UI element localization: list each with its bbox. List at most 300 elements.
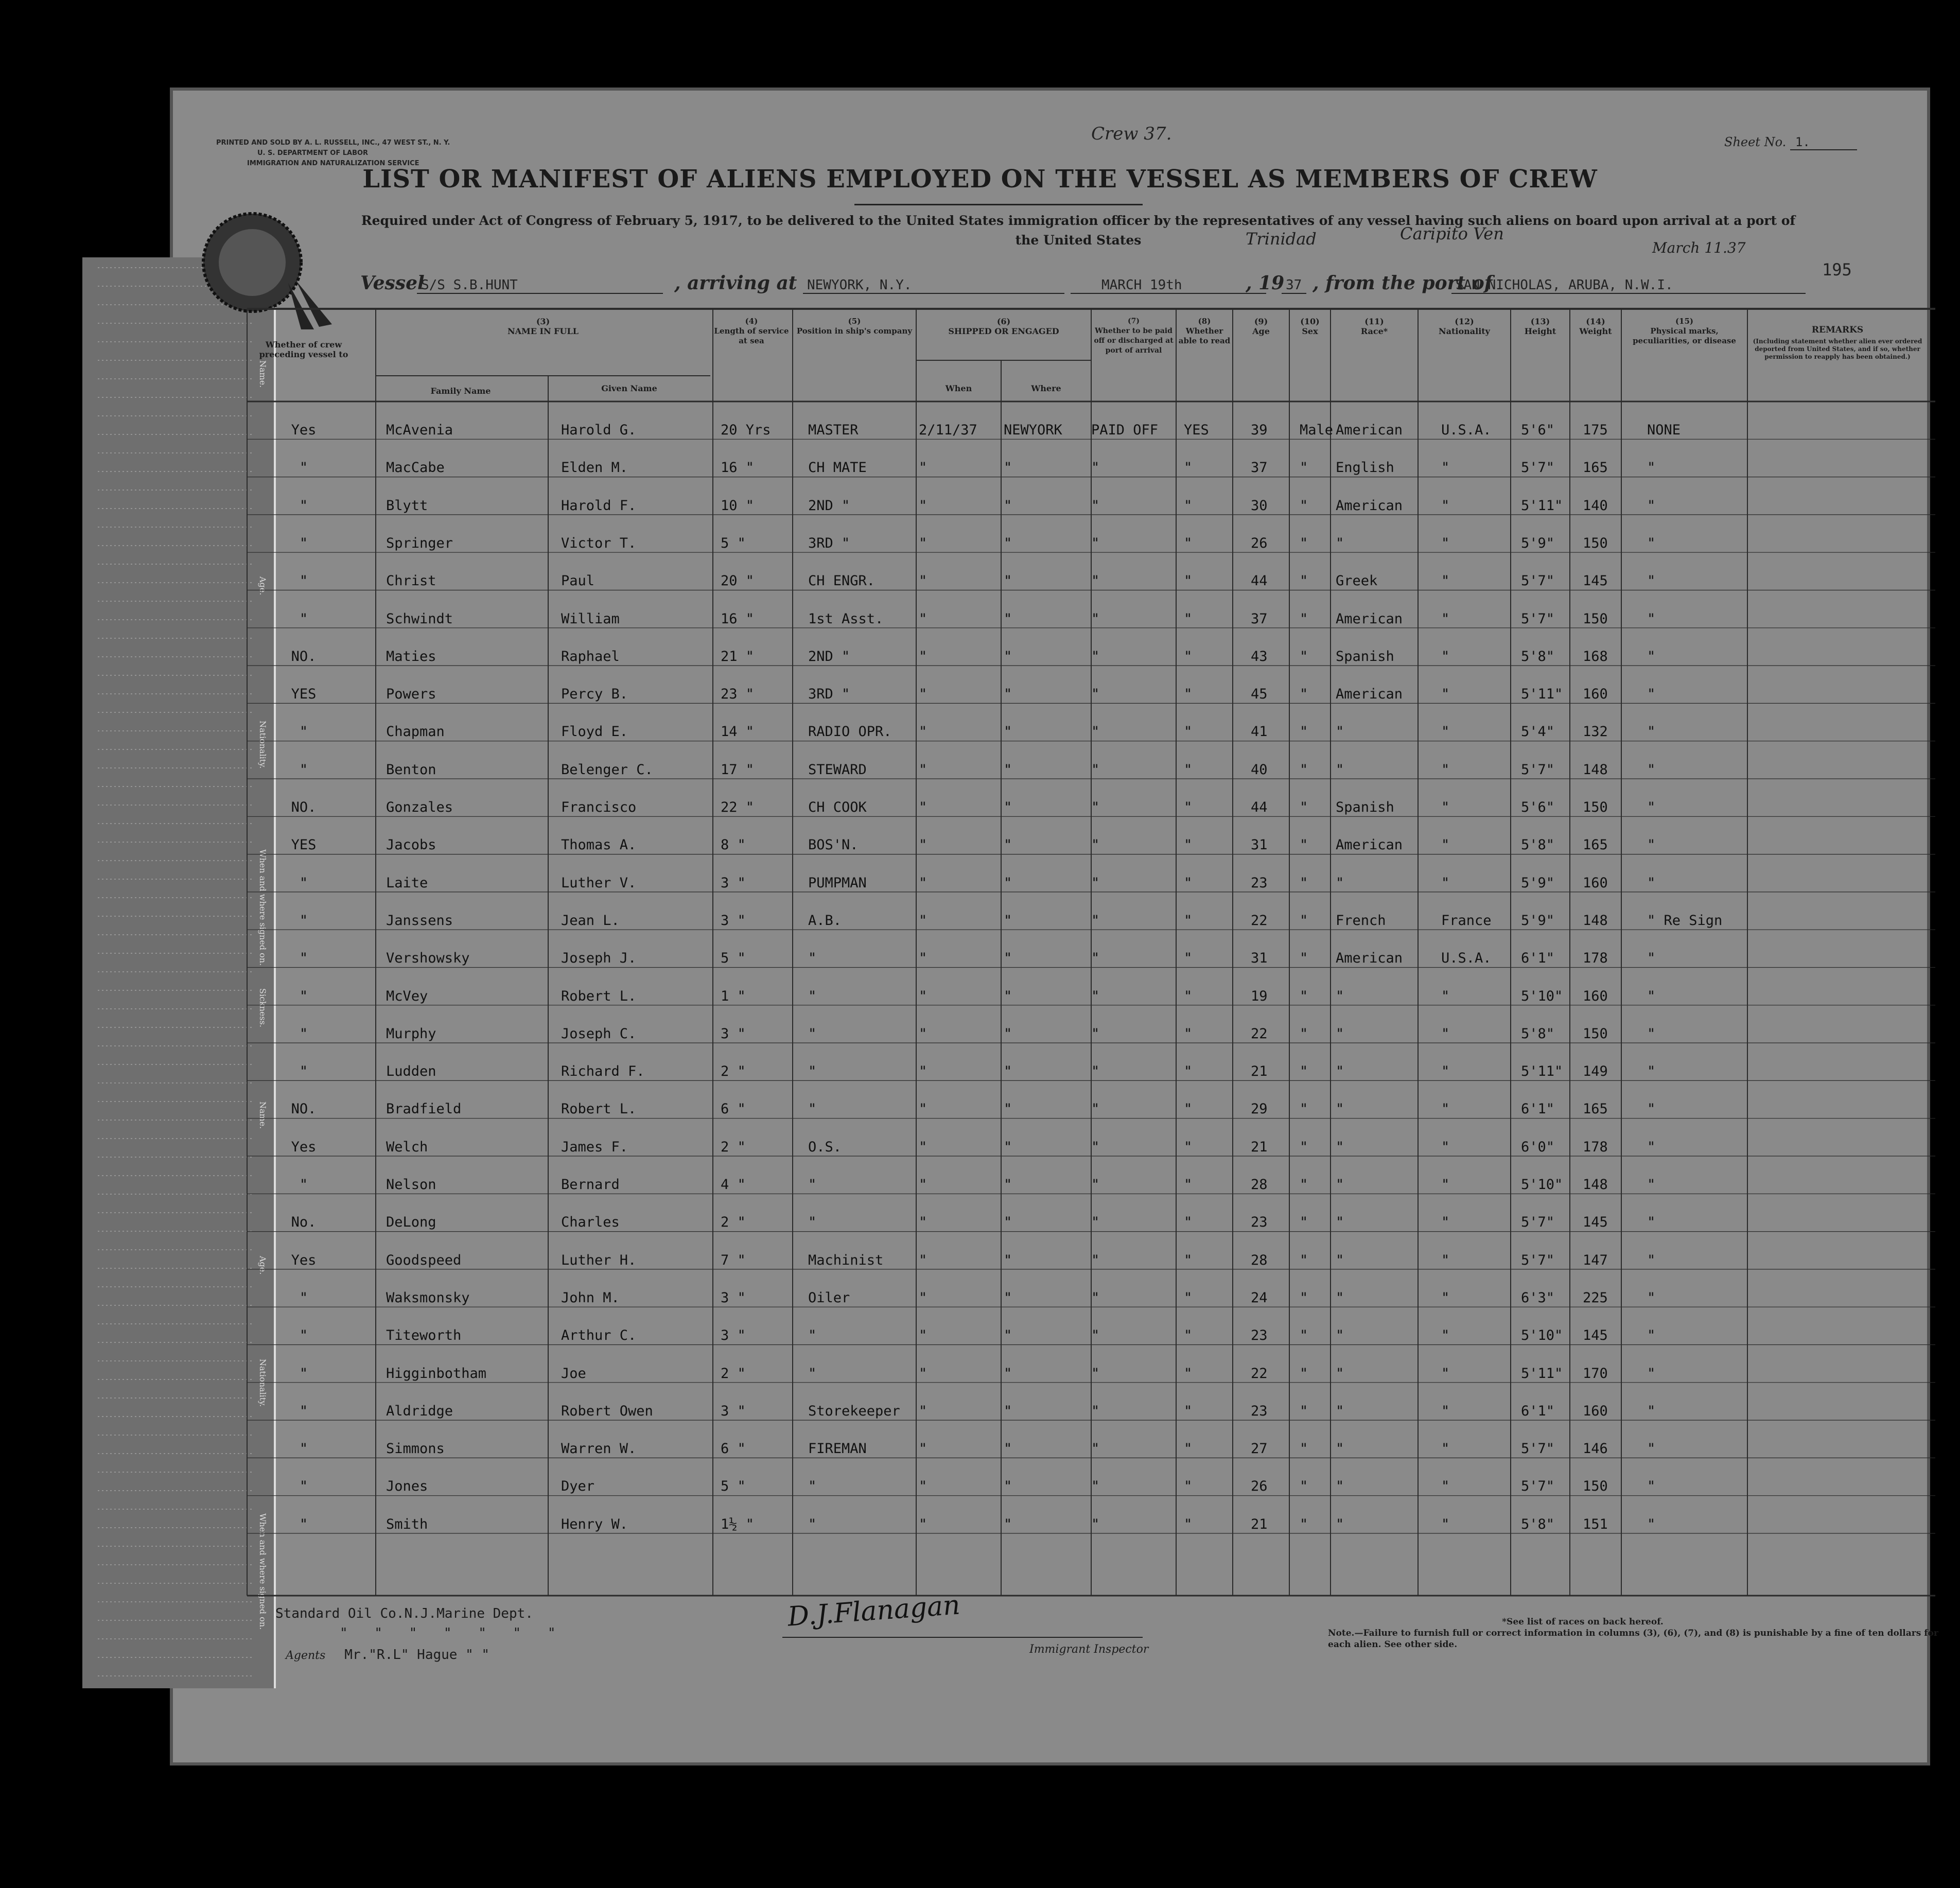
- col-remarks-note: (Including statement whether alien ever ordered deported from United States, and if so, whether permission to reapply has been obtained.): [1753, 338, 1922, 360]
- cell-race: Spanish: [1336, 799, 1394, 815]
- cell-race: ": [1336, 761, 1344, 778]
- cell-marks: ": [1647, 1403, 1656, 1419]
- cell-read: ": [1184, 1365, 1193, 1382]
- cell-prev: NO.: [291, 799, 317, 815]
- cell-nat: ": [1441, 1327, 1450, 1344]
- cell-race: ": [1336, 1478, 1344, 1495]
- cell-marks: ": [1647, 460, 1656, 476]
- cell-age: 39: [1251, 422, 1268, 438]
- cell-marks: ": [1647, 648, 1656, 665]
- cell-age: 28: [1251, 1177, 1268, 1193]
- cell-marks: ": [1647, 799, 1656, 815]
- cell-where: ": [1004, 1403, 1012, 1419]
- cell-family: McAvenia: [386, 422, 453, 438]
- cell-family: Springer: [386, 535, 453, 551]
- cell-prev: YES: [291, 686, 317, 703]
- strip-label: Age.: [258, 576, 268, 596]
- handwritten-trinidad: Trinidad: [1246, 229, 1317, 249]
- cell-marks: ": [1647, 988, 1656, 1004]
- cell-paid: ": [1091, 1516, 1100, 1532]
- cell-position: 3RD ": [808, 535, 850, 551]
- cell-marks: ": [1647, 950, 1656, 967]
- cell-read: ": [1184, 497, 1193, 514]
- vessel-label: Vessel: [360, 272, 425, 294]
- cell-position: CH MATE: [808, 460, 867, 476]
- cell-weight: 178: [1583, 1139, 1608, 1155]
- cell-race: ": [1336, 1139, 1344, 1155]
- cell-given: John M.: [561, 1289, 620, 1306]
- cell-nat: ": [1441, 1025, 1450, 1042]
- cell-where: ": [1004, 1025, 1012, 1042]
- cell-height: 5'11": [1521, 497, 1563, 514]
- cell-read: ": [1184, 648, 1193, 665]
- cell-height: 6'3": [1521, 1289, 1555, 1306]
- sheet-label-text: Sheet No.: [1724, 135, 1787, 149]
- cell-age: 37: [1251, 610, 1268, 627]
- cell-when: ": [919, 648, 927, 665]
- cell-nat: ": [1441, 1365, 1450, 1382]
- cell-race: ": [1336, 1063, 1344, 1080]
- cell-where: ": [1004, 761, 1012, 778]
- cell-where: ": [1004, 1327, 1012, 1344]
- cell-nat: France: [1441, 912, 1492, 929]
- cell-age: 40: [1251, 761, 1268, 778]
- cell-race: American: [1336, 497, 1403, 514]
- cell-given: Joe: [561, 1365, 586, 1382]
- cell-nat: ": [1441, 988, 1450, 1004]
- cell-height: 5'4": [1521, 724, 1555, 740]
- cell-prev: ": [299, 1478, 308, 1495]
- cell-read: ": [1184, 686, 1193, 703]
- cell-weight: 165: [1583, 837, 1608, 853]
- cell-service: 14 ": [721, 724, 755, 740]
- cell-where: ": [1004, 724, 1012, 740]
- cell-where: NEWYORK: [1004, 422, 1062, 438]
- cell-service: 8 ": [721, 837, 746, 853]
- cell-nat: ": [1441, 761, 1450, 778]
- printer-line: U. S. DEPARTMENT OF LABOR: [257, 149, 369, 157]
- cell-position: ": [808, 950, 817, 967]
- cell-age: 26: [1251, 1478, 1268, 1495]
- cell-paid: ": [1091, 837, 1100, 853]
- cell-given: Robert L.: [561, 988, 637, 1004]
- cell-weight: 175: [1583, 422, 1608, 438]
- cell-age: 23: [1251, 1403, 1268, 1419]
- cell-when: ": [919, 912, 927, 929]
- cell-family: DeLong: [386, 1214, 436, 1231]
- cell-when: ": [919, 837, 927, 853]
- cell-height: 5'7": [1521, 1478, 1555, 1495]
- cell-family: Waksmonsky: [386, 1289, 470, 1306]
- cell-position: ": [808, 1063, 817, 1080]
- cell-nat: U.S.A.: [1441, 422, 1492, 438]
- cell-race: ": [1336, 1441, 1344, 1457]
- cell-nat: ": [1441, 1177, 1450, 1193]
- cell-weight: 150: [1583, 535, 1608, 551]
- cell-where: ": [1004, 950, 1012, 967]
- cell-nat: ": [1441, 1403, 1450, 1419]
- cell-given: James F.: [561, 1139, 628, 1155]
- cell-sex: ": [1300, 686, 1308, 703]
- cell-service: 23 ": [721, 686, 755, 703]
- cell-paid: ": [1091, 912, 1100, 929]
- cell-weight: 145: [1583, 1327, 1608, 1344]
- cell-when: ": [919, 1441, 927, 1457]
- cell-paid: ": [1091, 761, 1100, 778]
- cell-position: CH COOK: [808, 799, 867, 815]
- cell-when: ": [919, 988, 927, 1004]
- cell-weight: 146: [1583, 1441, 1608, 1457]
- vessel-name: S/S S.B.HUNT: [417, 277, 663, 294]
- agents-value: Mr."R.L" Hague " ": [344, 1647, 490, 1663]
- cell-when: ": [919, 799, 927, 815]
- cell-when: ": [919, 1214, 927, 1231]
- cell-race: ": [1336, 1025, 1344, 1042]
- cell-family: Gonzales: [386, 799, 453, 815]
- cell-age: 21: [1251, 1139, 1268, 1155]
- cell-position: ": [808, 1516, 817, 1532]
- cell-marks: ": [1647, 1101, 1656, 1117]
- cell-height: 5'6": [1521, 422, 1555, 438]
- cell-marks: ": [1647, 1214, 1656, 1231]
- cell-paid: ": [1091, 988, 1100, 1004]
- cell-height: 5'7": [1521, 610, 1555, 627]
- cell-where: ": [1004, 988, 1012, 1004]
- cell-position: ": [808, 1101, 817, 1117]
- col-height-header: (13) Height: [1524, 317, 1556, 336]
- cell-position: 1st Asst.: [808, 610, 884, 627]
- cell-age: 22: [1251, 1025, 1268, 1042]
- cell-marks: " Re Sign: [1647, 912, 1723, 929]
- cell-age: 21: [1251, 1063, 1268, 1080]
- cell-sex: ": [1300, 1252, 1308, 1268]
- cell-marks: ": [1647, 1139, 1656, 1155]
- sheet-number: 1.: [1790, 135, 1857, 150]
- cell-given: Luther H.: [561, 1252, 637, 1268]
- strip-label: Nationality.: [258, 1359, 268, 1407]
- cell-age: 26: [1251, 535, 1268, 551]
- cell-sex: ": [1300, 724, 1308, 740]
- cell-when: ": [919, 460, 927, 476]
- cell-nat: ": [1441, 1063, 1450, 1080]
- cell-position: 2ND ": [808, 497, 850, 514]
- cell-height: 6'1": [1521, 950, 1555, 967]
- cell-position: ": [808, 1025, 817, 1042]
- cell-sex: ": [1300, 1139, 1308, 1155]
- col-name-header: (3) NAME IN FULL: [507, 317, 579, 336]
- cell-weight: 150: [1583, 1478, 1608, 1495]
- cell-read: ": [1184, 1403, 1193, 1419]
- strip-label: Name.: [258, 360, 268, 388]
- cell-age: 37: [1251, 460, 1268, 476]
- cell-service: 20 ": [721, 573, 755, 589]
- cell-read: ": [1184, 1478, 1193, 1495]
- cell-weight: 160: [1583, 988, 1608, 1004]
- cell-read: ": [1184, 1516, 1193, 1532]
- page-subtitle: Required under Act of Congress of February 5, 1917, to be delivered to the United States immigration officer by the representatives of any vessel having such aliens on board upon arrival at a port of the United States: [361, 213, 1796, 248]
- cell-weight: 150: [1583, 1025, 1608, 1042]
- cell-read: ": [1184, 1101, 1193, 1117]
- cell-sex: ": [1300, 875, 1308, 891]
- cell-when: ": [919, 761, 927, 778]
- cell-sex: ": [1300, 912, 1308, 929]
- cell-position: 3RD ": [808, 686, 850, 703]
- cell-nat: ": [1441, 648, 1450, 665]
- cell-race: Greek: [1336, 573, 1378, 589]
- cell-given: Henry W.: [561, 1516, 628, 1532]
- cell-paid: ": [1091, 497, 1100, 514]
- cell-sex: ": [1300, 1101, 1308, 1117]
- cell-weight: 145: [1583, 573, 1608, 589]
- cell-height: 5'7": [1521, 573, 1555, 589]
- cell-family: Ludden: [386, 1063, 436, 1080]
- cell-service: 5 ": [721, 950, 746, 967]
- cell-when: ": [919, 1177, 927, 1193]
- race-note: *See list of races on back hereof.: [1502, 1617, 1664, 1627]
- cell-family: Aldridge: [386, 1403, 453, 1419]
- cell-nat: ": [1441, 1101, 1450, 1117]
- cell-race: ": [1336, 1101, 1344, 1117]
- cell-service: 17 ": [721, 761, 755, 778]
- cell-position: ": [808, 988, 817, 1004]
- col-given-header: Given Name: [601, 383, 657, 393]
- cell-read: ": [1184, 912, 1193, 929]
- cell-nat: ": [1441, 875, 1450, 891]
- cell-given: William: [561, 610, 620, 627]
- cell-prev: ": [299, 1025, 308, 1042]
- cell-weight: 225: [1583, 1289, 1608, 1306]
- col-family-header: Family Name: [430, 386, 491, 396]
- cell-given: Jean L.: [561, 912, 620, 929]
- col-marks-header: (15) Physical marks, peculiarities, or disease: [1633, 317, 1736, 345]
- arriving-label: , arriving at: [674, 272, 797, 294]
- cell-when: ": [919, 610, 927, 627]
- cell-prev: ": [299, 1327, 308, 1344]
- cell-marks: ": [1647, 1441, 1656, 1457]
- cell-where: ": [1004, 1478, 1012, 1495]
- cell-weight: 132: [1583, 724, 1608, 740]
- cell-race: ": [1336, 1177, 1344, 1193]
- cell-weight: 165: [1583, 1101, 1608, 1117]
- cell-read: ": [1184, 724, 1193, 740]
- cell-position: ": [808, 1214, 817, 1231]
- cell-where: ": [1004, 1139, 1012, 1155]
- cell-where: ": [1004, 1101, 1012, 1117]
- cell-read: ": [1184, 1063, 1193, 1080]
- cell-weight: 150: [1583, 799, 1608, 815]
- cell-marks: ": [1647, 1327, 1656, 1344]
- cell-read: ": [1184, 988, 1193, 1004]
- cell-prev: ": [299, 1289, 308, 1306]
- cell-family: Murphy: [386, 1025, 436, 1042]
- cell-where: ": [1004, 837, 1012, 853]
- cell-height: 5'10": [1521, 1327, 1563, 1344]
- cell-prev: ": [299, 1063, 308, 1080]
- cell-given: Percy B.: [561, 686, 628, 703]
- cell-given: Paul: [561, 573, 595, 589]
- cell-marks: ": [1647, 1478, 1656, 1495]
- cell-read: ": [1184, 1214, 1193, 1231]
- cell-sex: ": [1300, 648, 1308, 665]
- cell-service: 6 ": [721, 1441, 746, 1457]
- cell-weight: 160: [1583, 1403, 1608, 1419]
- cell-when: ": [919, 875, 927, 891]
- cell-family: Simmons: [386, 1441, 445, 1457]
- cell-race: ": [1336, 1214, 1344, 1231]
- cell-position: FIREMAN: [808, 1441, 867, 1457]
- cell-sex: ": [1300, 497, 1308, 514]
- cell-nat: ": [1441, 1252, 1450, 1268]
- cell-family: Powers: [386, 686, 436, 703]
- cell-where: ": [1004, 1289, 1012, 1306]
- cell-age: 24: [1251, 1289, 1268, 1306]
- cell-prev: Yes: [291, 1252, 317, 1268]
- cell-age: 28: [1251, 1252, 1268, 1268]
- cell-service: 4 ": [721, 1177, 746, 1193]
- cell-position: PUMPMAN: [808, 875, 867, 891]
- strip-label: When and where signed on.: [258, 849, 268, 966]
- cell-paid: ": [1091, 950, 1100, 967]
- col-age-header: (9) Age: [1252, 317, 1270, 336]
- cell-marks: ": [1647, 573, 1656, 589]
- cell-race: ": [1336, 1327, 1344, 1344]
- cell-weight: 149: [1583, 1063, 1608, 1080]
- cell-given: Joseph J.: [561, 950, 637, 967]
- col-prev-vessel-header: Whether of crew preceding vessel to: [259, 340, 348, 359]
- cell-sex: ": [1300, 837, 1308, 853]
- cell-paid: ": [1091, 1327, 1100, 1344]
- cell-when: ": [919, 573, 927, 589]
- cell-race: ": [1336, 1365, 1344, 1382]
- cell-read: ": [1184, 1025, 1193, 1042]
- cell-weight: 151: [1583, 1516, 1608, 1532]
- cell-paid: ": [1091, 1101, 1100, 1117]
- cell-sex: ": [1300, 950, 1308, 967]
- cell-position: ": [808, 1365, 817, 1382]
- cell-weight: 168: [1583, 648, 1608, 665]
- col-race-header: (11) Race*: [1360, 317, 1388, 336]
- cell-sex: ": [1300, 535, 1308, 551]
- cell-sex: ": [1300, 573, 1308, 589]
- cell-when: ": [919, 1252, 927, 1268]
- cell-prev: NO.: [291, 1101, 317, 1117]
- cell-service: 3 ": [721, 875, 746, 891]
- cell-height: 5'6": [1521, 799, 1555, 815]
- cell-marks: ": [1647, 875, 1656, 891]
- cell-marks: ": [1647, 535, 1656, 551]
- cell-age: 43: [1251, 648, 1268, 665]
- cell-service: 5 ": [721, 1478, 746, 1495]
- cell-weight: 165: [1583, 460, 1608, 476]
- cell-when: ": [919, 950, 927, 967]
- cell-prev: ": [299, 535, 308, 551]
- printer-line: IMMIGRATION AND NATURALIZATION SERVICE: [247, 160, 419, 167]
- arrival-date: MARCH 19th: [1071, 277, 1266, 294]
- cell-given: Robert Owen: [561, 1403, 653, 1419]
- cell-sex: ": [1300, 1365, 1308, 1382]
- cell-paid: ": [1091, 535, 1100, 551]
- cell-age: 27: [1251, 1441, 1268, 1457]
- cell-position: O.S.: [808, 1139, 842, 1155]
- cell-where: ": [1004, 912, 1012, 929]
- cell-given: Raphael: [561, 648, 620, 665]
- cell-where: ": [1004, 1441, 1012, 1457]
- cell-race: ": [1336, 1403, 1344, 1419]
- cell-where: ": [1004, 1365, 1012, 1382]
- col-paid-header: (7) Whether to be paid off or discharged at port of arrival: [1094, 317, 1174, 355]
- signature-rule: [782, 1637, 1143, 1638]
- cell-read: ": [1184, 1252, 1193, 1268]
- cell-nat: ": [1441, 1289, 1450, 1306]
- cell-family: Benton: [386, 761, 436, 778]
- cell-race: ": [1336, 988, 1344, 1004]
- cell-when: ": [919, 1327, 927, 1344]
- col-when-header: When: [945, 383, 972, 393]
- cell-marks: ": [1647, 1063, 1656, 1080]
- cell-sex: ": [1300, 1478, 1308, 1495]
- cell-family: Janssens: [386, 912, 453, 929]
- cell-height: 6'1": [1521, 1101, 1555, 1117]
- cell-where: ": [1004, 1177, 1012, 1193]
- cell-weight: 140: [1583, 497, 1608, 514]
- cell-age: 22: [1251, 912, 1268, 929]
- agents-label: Agents: [286, 1649, 326, 1662]
- cell-given: Thomas A.: [561, 837, 637, 853]
- cell-service: 3 ": [721, 1403, 746, 1419]
- cell-nat: U.S.A.: [1441, 950, 1492, 967]
- cell-prev: ": [299, 1403, 308, 1419]
- cell-race: ": [1336, 1252, 1344, 1268]
- cell-family: Titeworth: [386, 1327, 462, 1344]
- cell-read: ": [1184, 573, 1193, 589]
- cell-age: 29: [1251, 1101, 1268, 1117]
- cell-marks: ": [1647, 497, 1656, 514]
- cell-family: Vershowsky: [386, 950, 470, 967]
- cell-height: 5'11": [1521, 1365, 1563, 1382]
- cell-nat: ": [1441, 686, 1450, 703]
- cell-family: Jones: [386, 1478, 428, 1495]
- cell-age: 44: [1251, 573, 1268, 589]
- cell-read: ": [1184, 1177, 1193, 1193]
- cell-where: ": [1004, 875, 1012, 891]
- cell-position: Storekeeper: [808, 1403, 900, 1419]
- cell-when: ": [919, 1063, 927, 1080]
- col-shipped-header: (6) SHIPPED OR ENGAGED: [948, 317, 1059, 336]
- cell-paid: ": [1091, 610, 1100, 627]
- cell-family: Maties: [386, 648, 436, 665]
- cell-marks: ": [1647, 837, 1656, 853]
- cell-read: YES: [1184, 422, 1209, 438]
- cell-position: ": [808, 1327, 817, 1344]
- cell-sex: ": [1300, 610, 1308, 627]
- cell-age: 19: [1251, 988, 1268, 1004]
- cell-when: ": [919, 1025, 927, 1042]
- cell-race: American: [1336, 837, 1403, 853]
- cell-height: 5'10": [1521, 1177, 1563, 1193]
- cell-sex: ": [1300, 1289, 1308, 1306]
- col-weight-header: (14) Weight: [1579, 317, 1612, 336]
- cell-given: Luther V.: [561, 875, 637, 891]
- cell-given: Belenger C.: [561, 761, 653, 778]
- cell-paid: ": [1091, 648, 1100, 665]
- col-nationality-header: (12) Nationality: [1439, 317, 1490, 336]
- cell-paid: ": [1091, 1441, 1100, 1457]
- cell-read: ": [1184, 1289, 1193, 1306]
- cell-prev: ": [299, 761, 308, 778]
- cell-where: ": [1004, 1516, 1012, 1532]
- cell-marks: ": [1647, 1025, 1656, 1042]
- cell-read: ": [1184, 460, 1193, 476]
